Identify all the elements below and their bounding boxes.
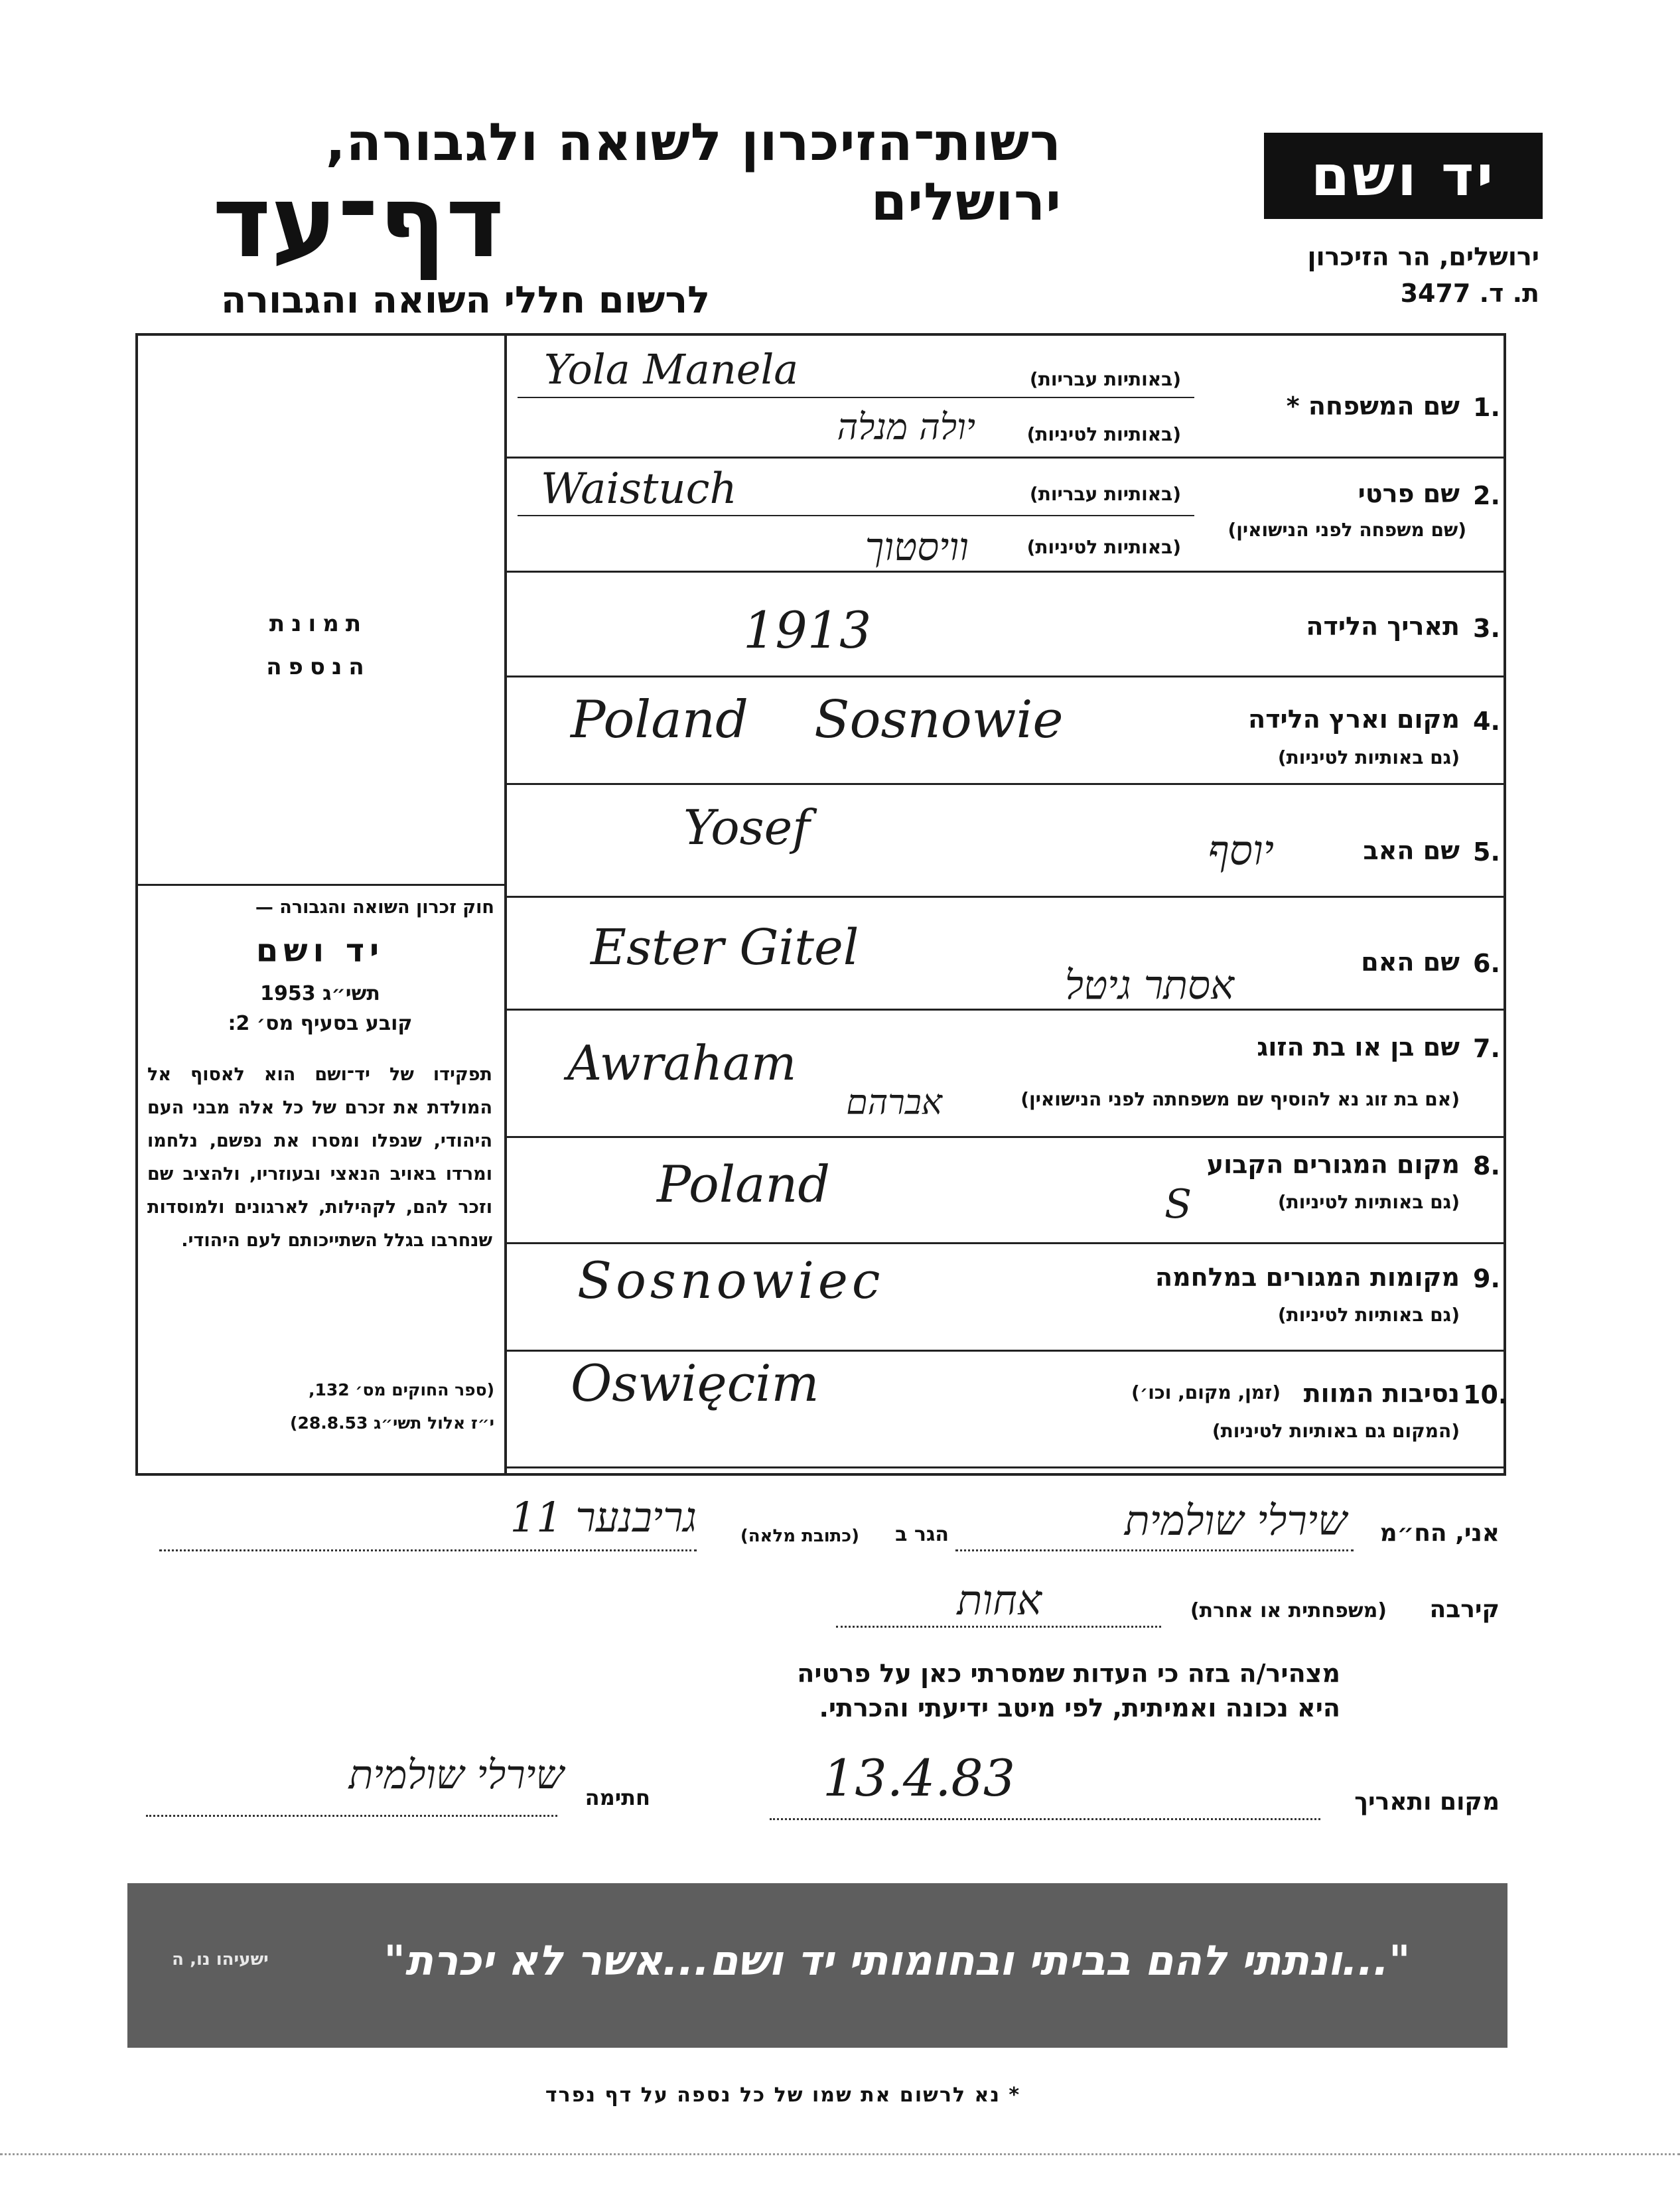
form-subtitle: לרשום חללי השואה והגבורה <box>220 279 710 322</box>
form-title: דף־עד <box>212 165 504 280</box>
field-5-number: 5. <box>1473 837 1500 867</box>
left-column-divider <box>504 333 507 1474</box>
field-10-number: 10. <box>1463 1380 1508 1409</box>
org-title: רשות־הזיכרון לשואה ולגבורה, ירושלים <box>325 113 1062 232</box>
law-date: י״ז אלול תשי״ג 28.8.53) <box>290 1413 494 1433</box>
row-sep-8 <box>506 1242 1506 1244</box>
row-sep-9 <box>506 1350 1506 1352</box>
row-sep-10 <box>506 1466 1506 1468</box>
field-4-value[interactable]: Poland Sosnowie <box>571 690 1064 750</box>
field-1-value-hebrew[interactable]: יולה מנלה <box>837 406 975 448</box>
address-line-1: ירושלים, הר הזיכרון <box>1307 242 1539 271</box>
logo-text: יד ושם <box>1310 143 1496 208</box>
place-date-label: מקום ותאריך <box>1354 1788 1500 1815</box>
statement-line-1: מצהיר/ה בזה כי העדות שמסרתי כאן על פרטיה <box>797 1659 1340 1688</box>
field-7-number: 7. <box>1473 1034 1500 1063</box>
address-line-2: ת. ד. 3477 <box>1400 279 1539 308</box>
field-3-value[interactable]: 1913 <box>743 601 872 660</box>
field-7-value-hebrew[interactable]: אברהם <box>846 1083 942 1123</box>
field-4-label: מקום וארץ הלידה <box>1248 705 1460 734</box>
law-clause: קובע בסעיף מס׳ 2: <box>228 1012 413 1035</box>
field-1-sub-hebrew: (באותיות עבריות) <box>1029 368 1181 390</box>
relation-line <box>836 1626 1161 1628</box>
field-1-sub-latin: (באותיות לטיניות) <box>1026 423 1181 445</box>
yad-vashem-logo <box>1264 133 1543 219</box>
law-body: תפקידו של יד־ושם הוא לאסוף אל המולדת את זכרם של כל אלה מבני העם היהודי, שנפלו ומסרו את נפשם, נלחמו ומרדו באויב הנאצי ובעוזריו, ולהציב שם וזכר להם, לקהילות, לארגונים ולמוסדות שנחרבו בגלל השתייכותם לעם היהודי. <box>147 1064 492 1251</box>
field-10-label: נסיבות המוות <box>1303 1379 1460 1408</box>
field-5-label: שם האב <box>1363 836 1460 865</box>
field-2-sub-latin: (באותיות לטיניות) <box>1026 536 1181 558</box>
field-8-label: מקום המגורים הקבוע <box>1206 1150 1460 1179</box>
field-3-label: תאריך הלידה <box>1306 612 1460 641</box>
signer-name-line <box>955 1549 1354 1551</box>
row-sep-3 <box>506 676 1506 677</box>
field-9-number: 9. <box>1473 1264 1500 1293</box>
field-8-value-latin[interactable]: Poland <box>657 1155 831 1214</box>
field-2-line-a <box>518 515 1194 516</box>
address-note: (כתובת מלאה) <box>740 1526 859 1546</box>
field-10-sub: (זמן, מקום, וכו׳) <box>1131 1382 1281 1403</box>
field-6-value-latin[interactable]: Ester Gitel <box>591 919 859 976</box>
law-title: יד ושם <box>255 932 385 969</box>
signature-line <box>146 1815 557 1817</box>
row-sep-2 <box>506 571 1506 573</box>
field-2-sub-hebrew: (באותיות עבריות) <box>1029 483 1181 505</box>
field-1-number: 1. <box>1473 393 1500 422</box>
photo-box-bottom <box>137 884 506 886</box>
row-sep-7 <box>506 1136 1506 1138</box>
signature-value[interactable]: שירלי שולמית <box>348 1752 564 1798</box>
banner-source: ישעיהו נו, ה <box>172 1950 269 1969</box>
field-3-number: 3. <box>1473 614 1500 643</box>
address-line <box>159 1549 697 1551</box>
field-6-number: 6. <box>1473 949 1500 978</box>
field-8-note: (גם באותיות לטיניות) <box>1277 1191 1460 1213</box>
photo-label-1: תמונת <box>269 610 368 637</box>
field-1-line-a <box>518 397 1194 398</box>
field-6-value-hebrew[interactable]: אסתר גיטל <box>1064 962 1234 1009</box>
law-source: (ספר החוקים מס׳ 132, <box>309 1380 494 1399</box>
statement-line-2: היא נכונה ואמיתית, לפי מיטב ידיעתי והכרתי. <box>819 1693 1340 1723</box>
row-sep-6 <box>506 1009 1506 1011</box>
banner-quote: "...ונתתי להם בביתי ובחומותי יד ושם...אשר לא יכרת" <box>384 1936 1411 1985</box>
place-date-line <box>770 1818 1320 1820</box>
relation-note: (משפחתית או אחרת) <box>1190 1599 1387 1622</box>
resides-label: הגר ב <box>895 1523 949 1546</box>
field-2-value-hebrew[interactable]: וויסטוך <box>865 524 969 569</box>
field-1-label: שם המשפחה * <box>1286 392 1460 421</box>
field-2-value-latin[interactable]: Waistuch <box>541 464 737 514</box>
field-7-value-latin[interactable]: Awraham <box>567 1035 797 1091</box>
footnote: * נא לרשום את שמו של כל נספה על דף נפרד <box>545 2084 1021 2107</box>
law-heading: חוק זכרון השואה והגבורה — <box>255 897 494 918</box>
field-9-value[interactable]: Sosnowiec <box>577 1251 884 1310</box>
quote-banner <box>127 1883 1507 2048</box>
field-10-note: (המקום גם באותיות לטיניות) <box>1212 1420 1460 1442</box>
field-10-value[interactable]: Oswięcim <box>571 1354 819 1413</box>
field-5-value-latin[interactable]: Yosef <box>683 800 810 855</box>
law-year: תשי״ג 1953 <box>260 982 380 1005</box>
field-8-number: 8. <box>1473 1151 1500 1180</box>
field-7-note: (אם בת זוג נא להוסיף שם משפחתה לפני הנישואין) <box>1020 1088 1460 1110</box>
field-6-label: שם האם <box>1361 948 1460 977</box>
field-9-label: מקומות המגורים במלחמה <box>1155 1263 1460 1292</box>
field-4-note: (גם באותיות לטיניות) <box>1277 747 1460 768</box>
field-5-value-hebrew[interactable]: יוסף <box>1208 826 1274 875</box>
address-value[interactable]: גריבנער 11 <box>510 1493 697 1541</box>
field-2-label: שם פרטי <box>1358 479 1460 508</box>
field-2-number: 2. <box>1473 481 1500 510</box>
row-sep-4 <box>506 783 1506 785</box>
field-4-number: 4. <box>1473 707 1500 736</box>
row-sep-1 <box>506 457 1506 459</box>
field-2-note: (שם משפחה לפני הנישואין) <box>1227 519 1466 541</box>
relation-label: קירבה <box>1429 1596 1500 1623</box>
relation-value[interactable]: אחות <box>957 1576 1042 1624</box>
field-9-note: (גם באותיות לטיניות) <box>1277 1304 1460 1326</box>
place-date-value[interactable]: 13.4.83 <box>823 1748 1016 1808</box>
declaration-i-label: אני, הח״מ <box>1379 1520 1500 1547</box>
field-1-value-latin[interactable]: Yola Manela <box>544 345 799 393</box>
row-sep-5 <box>506 896 1506 898</box>
signature-label: חתימה <box>585 1785 650 1810</box>
photo-label-2: הנספה <box>266 654 371 680</box>
bottom-scan-line <box>0 2153 1680 2155</box>
signer-name-value[interactable]: שירלי שולמית <box>1124 1496 1347 1545</box>
field-8-value-extra[interactable]: S <box>1164 1181 1192 1228</box>
field-7-label: שם בן או בת הזוג <box>1257 1032 1460 1062</box>
